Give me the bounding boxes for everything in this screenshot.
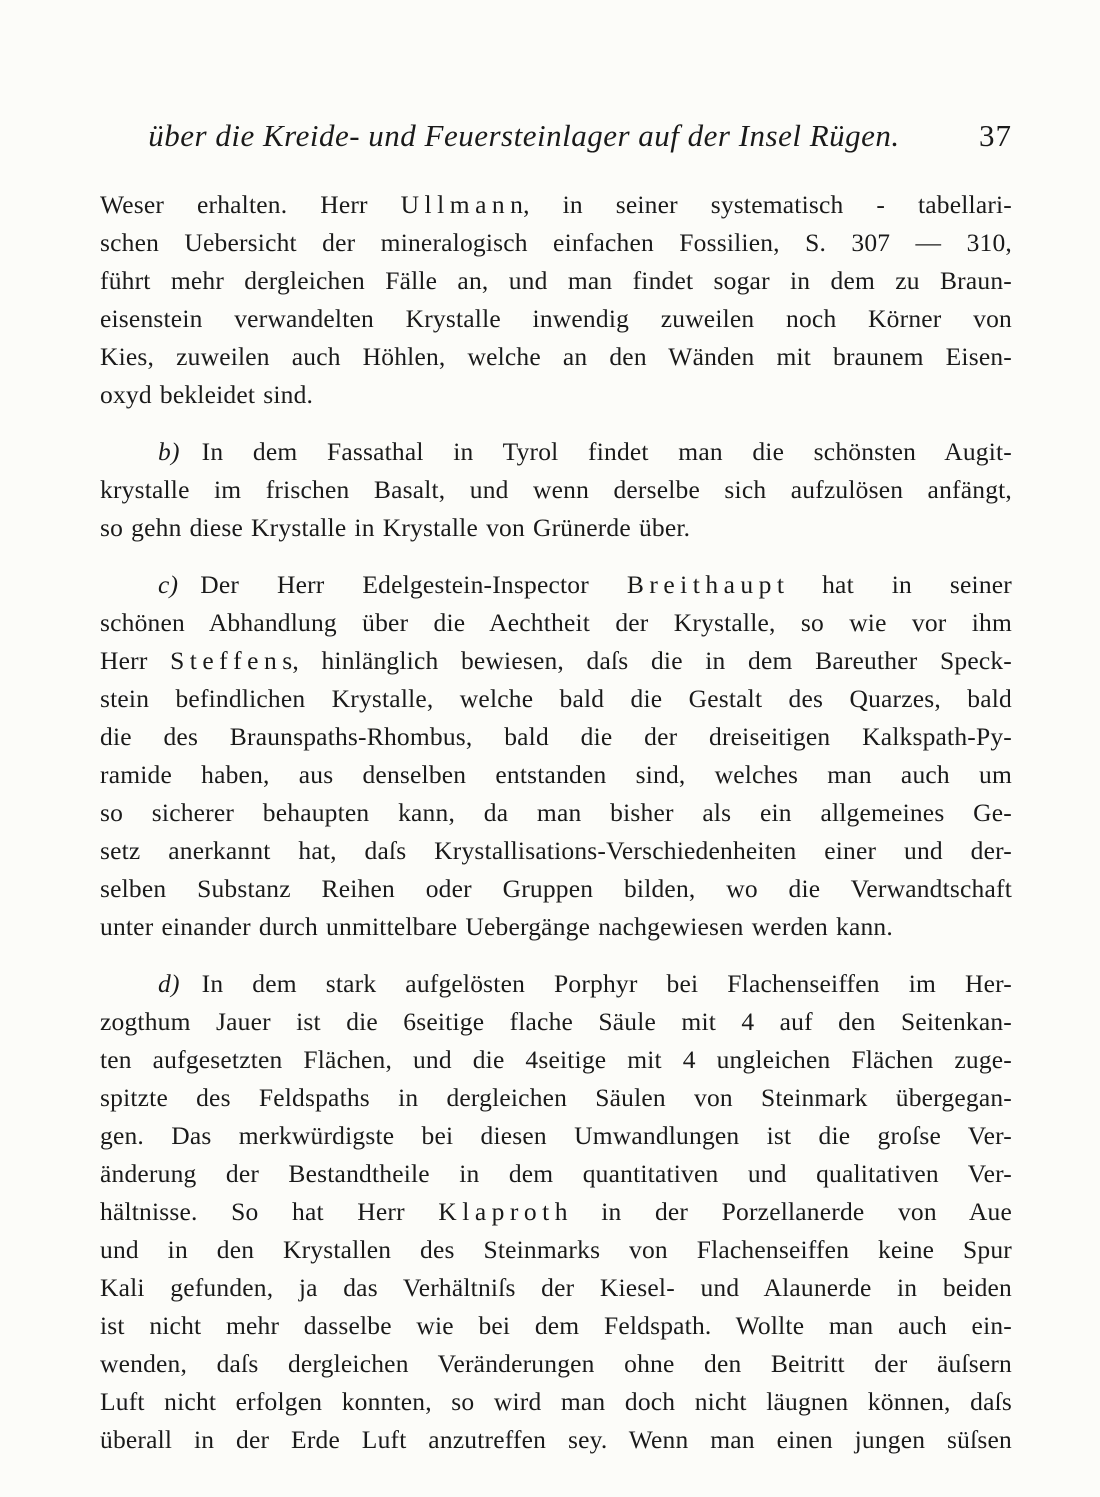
text-line: so sicherer behaupten kann, da man bisher als ein allgemeines Ge- [100, 798, 1012, 827]
text-line: wenden, daſs dergleichen Veränderungen ohne den Beitritt der äuſsern [100, 1349, 1012, 1378]
text-line: krystalle im frischen Basalt, und wenn derselbe sich aufzulösen anfängt, [100, 475, 1012, 504]
text-line: die des Braunspaths-Rhombus, bald die der dreiseitigen Kalkspath-Py- [100, 722, 1012, 751]
paragraph-continuation [100, 186, 1012, 414]
text-line: ten aufgesetzten Flächen, und die 4seitige mit 4 ungleichen Flächen zuge- [100, 1045, 1012, 1074]
text-line: schen Uebersicht der mineralogisch einfachen Fossilien, S. 307 — 310, [100, 228, 1012, 257]
text-line [100, 433, 1012, 471]
text-line [100, 965, 1012, 1003]
text-line: Luft nicht erfolgen konnten, so wird man doch nicht läugnen können, daſs [100, 1387, 1012, 1416]
page-number: 37 [979, 118, 1012, 153]
header-title: über die Kreide- und Feuersteinlager auf der Insel Rügen. [148, 118, 900, 153]
running-header [100, 118, 1012, 164]
text-line: und in den Krystallen des Steinmarks von Flachenseiffen keine Spur [100, 1235, 1012, 1264]
text-line: schönen Abhandlung über die Aechtheit der Krystalle, so wie vor ihm [100, 608, 1012, 637]
text-line: Herr S t e f f e n s, hinlänglich bewiesen, daſs die in dem Bareuther Speck- [100, 646, 1012, 675]
text-line-content: Der Herr Edelgestein-Inspector B r e i t h a u p t hat in seiner [200, 570, 1012, 599]
text-line: setz anerkannt hat, daſs Krystallisations-Verschiedenheiten einer und der- [100, 836, 1012, 865]
paragraph-b [100, 433, 1012, 547]
text-line: Kies, zuweilen auch Höhlen, welche an den Wänden mit braunem Eisen- [100, 342, 1012, 371]
text-line-content: In dem Fassathal in Tyrol findet man die schönsten Augit- [201, 437, 1012, 466]
text-line: gen. Das merkwürdigste bei diesen Umwandlungen ist die groſse Ver- [100, 1121, 1012, 1150]
text-line: Kali gefunden, ja das Verhältniſs der Kiesel- und Alaunerde in beiden [100, 1273, 1012, 1302]
text-line: eisenstein verwandelten Krystalle inwendig zuweilen noch Körner von [100, 304, 1012, 333]
text-line: selben Substanz Reihen oder Gruppen bilden, wo die Verwandtschaft [100, 874, 1012, 903]
page-body [100, 186, 1012, 1459]
text-line-content: In dem stark aufgelösten Porphyr bei Flachenseiffen im Her- [201, 969, 1012, 998]
text-line [100, 566, 1012, 604]
text-line: so gehn diese Krystalle in Krystalle von Grünerde über. [100, 513, 691, 542]
text-line: ist nicht mehr dasselbe wie bei dem Feldspath. Wollte man auch ein- [100, 1311, 1012, 1340]
text-line: hältnisse. So hat Herr K l a p r o t h in der Porzellanerde von Aue [100, 1197, 1012, 1226]
paragraph-label: b) [158, 437, 180, 466]
text-line: ramide haben, aus denselben entstanden sind, welches man auch um [100, 760, 1012, 789]
text-line: stein befindlichen Krystalle, welche bald die Gestalt des Quarzes, bald [100, 684, 1012, 713]
text-line: überall in der Erde Luft anzutreffen sey. Wenn man einen jungen süſsen [100, 1425, 1012, 1454]
text-line: führt mehr dergleichen Fälle an, und man findet sogar in dem zu Braun- [100, 266, 1012, 295]
text-line: spitzte des Feldspaths in dergleichen Säulen von Steinmark übergegan- [100, 1083, 1012, 1112]
text-line: zogthum Jauer ist die 6seitige flache Säule mit 4 auf den Seitenkan- [100, 1007, 1012, 1036]
paragraph-label: c) [158, 570, 179, 599]
text-line: unter einander durch unmittelbare Uebergänge nachgewiesen werden kann. [100, 912, 893, 941]
paragraph-label: d) [158, 969, 180, 998]
paragraph-d [100, 965, 1012, 1459]
text-line: änderung der Bestandtheile in dem quantitativen und qualitativen Ver- [100, 1159, 1012, 1188]
paragraph-c [100, 566, 1012, 946]
text-line: oxyd bekleidet sind. [100, 380, 314, 409]
text-line: Weser erhalten. Herr U l l m a n n, in seiner systematisch - tabellari- [100, 190, 1012, 219]
